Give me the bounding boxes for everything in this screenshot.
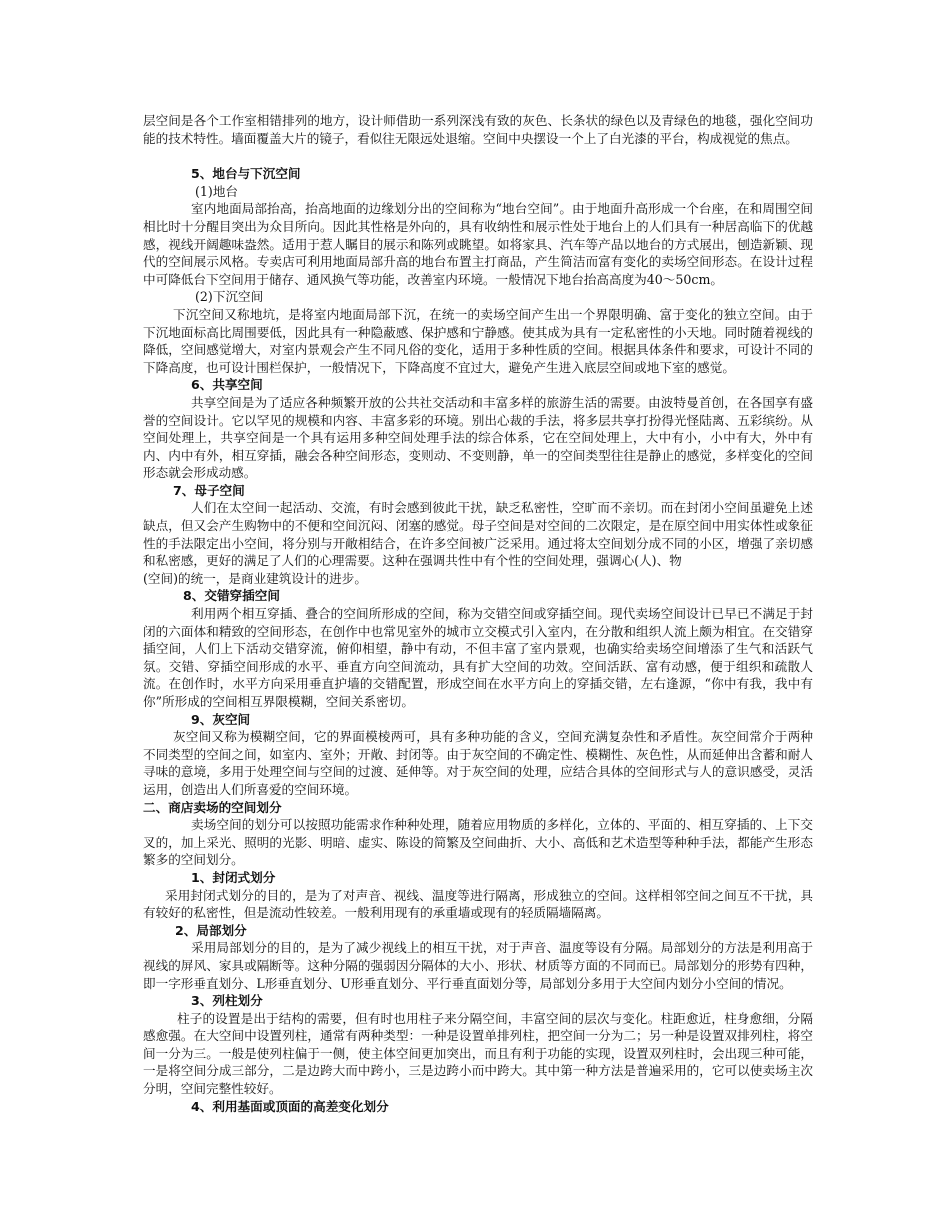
subheading-sunken-space: (2)下沉空间 bbox=[195, 289, 264, 305]
heading-level-difference-division: 4、利用基面或顶面的高差变化划分 bbox=[191, 1098, 389, 1114]
paragraph-store-space-division: 卖场空间的划分可以按照功能需求作种种处理，随着应用物质的多样化，立体的、平面的、相互穿插的、上下交叉的，加上采光、照明的光影、明暗、虚实、陈设的简繁及空间曲折、大小、高低和艺术造型等种种手法，都能产生形态繁多的空间划分。 bbox=[143, 817, 813, 868]
paragraph-gap bbox=[143, 147, 813, 165]
document-body bbox=[143, 112, 813, 1115]
paragraph-grey-space: 灰空间又称为模糊空间，它的界面模棱两可，具有多种功能的含义，空间充满复杂性和矛盾性。灰空间常介于两种不同类型的空间之间，如室内、室外；开敞、封闭等。由于灰空间的不确定性、模糊性、灰色性，从而延伸出含蓄和耐人寻味的意境，多用于处理空间与空间的过渡、延伸等。对于灰空间的处理，应结合具体的空间形式与人的意识感受，灵活运用，创造出人们所喜爱的空间环境。 bbox=[143, 729, 813, 797]
paragraph-partial-division: 采用局部划分的目的，是为了减少视线上的相互干扰，对于声音、温度等设有分隔。局部划分的方法是利用高于视线的屏风、家具或隔断等。这种分隔的强弱因分隔体的大小、形状、材质等方面的不同而已。局部划分的形势有四种，即一字形垂直划分、L形垂直划分、U形垂直划分、平行垂直面划分等，局部划分多用于大空间内划分小空间的情况。 bbox=[143, 940, 813, 991]
paragraph-column-division: 柱子的设置是出于结构的需要，但有时也用柱子来分隔空间，丰富空间的层次与变化。柱距愈近，柱身愈细，分隔感愈强。在大空间中设置列柱，通常有两种类型：一种是设置单排列柱，把空间一分为二；另一种是设置双排列柱，将空间一分为三。一般是使列柱偏于一侧，使主体空间更加突出，而且有利于功能的实现，设置双列柱时，会出现三种可能，一是将空间分成三部分，二是边跨大而中跨小，三是边跨小而中跨大。其中第一种方法是普遍采用的，它可以使卖场主次分明，空间完整性较好。 bbox=[143, 1010, 813, 1097]
paragraph-mother-child-space-end: (空间)的统一，是商业建筑设计的进步。 bbox=[143, 570, 367, 586]
paragraph-closed-division: 采用封闭式划分的目的，是为了对声音、视线、温度等进行隔离，形成独立的空间。这样相邻空间之间互不干扰，具有较好的私密性，但是流动性较差。一般利用现有的承重墙或现有的轻质隔墙隔离。 bbox=[143, 887, 813, 921]
heading-platform-sunken-space: 5、地台与下沉空间 bbox=[191, 166, 301, 182]
heading-grey-space: 9、灰空间 bbox=[191, 711, 251, 727]
paragraph-platform: 室内地面局部抬高，抬高地面的边缘划分出的空间称为“地台空间”。由于地面升高形成一个台座，在和周围空间相比时十分醒目突出为众目所向。因此其性格是外向的，具有收纳性和展示性处于地台上的人们具有一种居高临下的优越感，视线开阔趣味盎然。适用于惹人瞩目的展示和陈列或眺望。如将家具、汽车等产品以地台的方式展出，刨造新颖、现代的空间展示风格。专卖店可利用地面局部升高的地台布置主打商品，产生简洁而富有变化的卖场空间形态。在设计过程中可降低台下空间用于储存、通风换气等功能，改善室内环境。一般情况下地台抬高高度为40～50cm。 bbox=[143, 201, 813, 287]
subheading-platform: (1)地台 bbox=[195, 183, 239, 199]
paragraph-shared-space: 共享空间是为了适应各种频繁开放的公共社交活动和丰富多样的旅游生活的需要。由波特曼首创，在各国享有盛誉的空间设计。它以罕见的规模和内容、丰富多彩的环境。别出心裁的手法，将多层共享打扮得光怪陆离、五彩缤纷。从空间处理上，共享空间是一个具有运用多种空间处理手法的综合体系，它在空间处理上，大中有小，小中有大，外中有内、内中有外，相互穿插，融会各种空间形态，变则动、不变则静，单一的空间类型往往是静止的感觉，多样变化的空间形态就会形成动感。 bbox=[143, 394, 813, 481]
paragraph-intro: 层空间是各个工作室相错排列的地方，设计师借助一系列深浅有致的灰色、长条状的绿色以及青绿色的地毯，强化空间功能的技术特性。墙面覆盖大片的镜子，看似往无限远处退缩。空间中央摆设一个上了白光漆的平台，构成视觉的焦点。 bbox=[143, 113, 813, 146]
heading-shared-space: 6、共享空间 bbox=[191, 377, 263, 393]
heading-store-space-division: 二、商店卖场的空间划分 bbox=[143, 799, 282, 815]
heading-partial-division: 2、局部划分 bbox=[175, 922, 247, 938]
heading-closed-division: 1、封闭式划分 bbox=[191, 869, 276, 885]
paragraph-interlaced-space: 利用两个相互穿插、叠合的空间所形成的空间，称为交错空间或穿插空间。现代卖场空间设计已早已不满足于封闭的六面体和精致的空间形态，在创作中也常见室外的城市立交模式引入室内，在分散和组织人流上颇为相宜。在交错穿插空间，人们上下活动交错穿流，俯仰相望，静中有动，不但丰富了室内景观，也确实给卖场空间增添了生气和活跃气氛。交错、穿插空间形成的水平、垂直方向空间流动，具有扩大空间的功效。空间活跃、富有动感，便于组织和疏散人流。在创作时，水平方向采用垂直护墙的交错配置，形成空间在水平方向上的穿插交错，左右逢源，“你中有我，我中有你”所形成的空间相互界限模糊，空间关系密切。 bbox=[143, 606, 813, 709]
heading-column-division: 3、列柱划分 bbox=[191, 993, 263, 1009]
heading-mother-child-space: 7、母子空间 bbox=[173, 482, 245, 498]
paragraph-sunken-space: 下沉空间又称地坑，是将室内地面局部下沉，在统一的卖场空间产生出一个界限明确、富于变化的独立空间。由于下沉地面标高比周围要低，因此具有一种隐蔽感、保护感和宁静感。使其成为具有一定私密性的小天地。同时随着视线的降低，空间感觉增大，对室内景观会产生不同凡俗的变化，适用于多种性质的空间。根据具体条件和要求，可设计不同的下降高度，也可设计围栏保护，一般情况下，下降高度不宜过大，避免产生进入底层空间或地下室的感觉。 bbox=[143, 306, 813, 375]
heading-interlaced-space: 8、交错穿插空间 bbox=[183, 588, 280, 604]
paragraph-mother-child-space: 人们在太空间一起活动、交流，有时会感到彼此干扰，缺乏私密性，空旷而不亲切。而在封闭小空间虽避免上述缺点，但又会产生购物中的不便和空间沉闷、闭塞的感觉。母子空间是对空间的二次限定，是在原空间中用实体性或象征性的手法限定出小空间，将分别与开敞相结合，在许多空间被广泛采用。通过将太空间划分成不同的小区，增强了亲切感和私密感，更好的满足了人们的心理需要。这种在强调共性中有个性的空间处理，强调心(人)、物 bbox=[143, 500, 813, 569]
